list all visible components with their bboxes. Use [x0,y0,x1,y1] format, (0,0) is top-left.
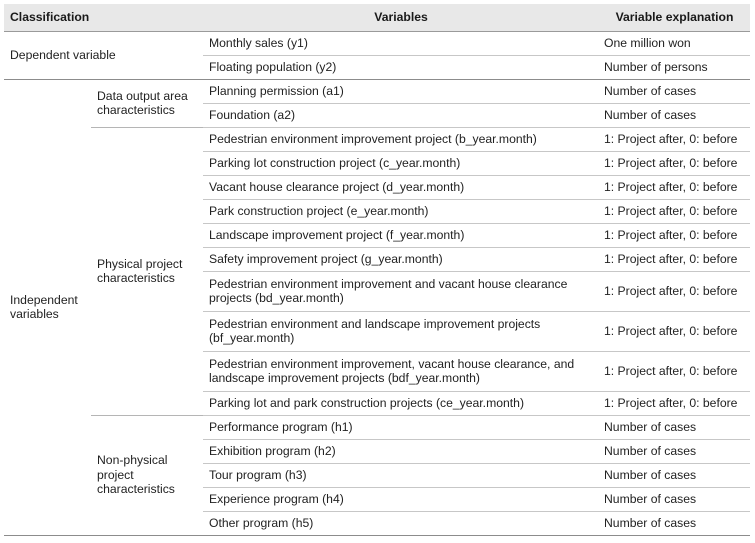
variable-name: Foundation (a2) [203,103,599,127]
variable-name: Safety improvement project (g_year.month) [203,247,599,271]
variable-name: Pedestrian environment and landscape improvement projects (bf_year.month) [203,311,599,351]
variable-explanation: 1: Project after, 0: before [599,247,750,271]
table-row [4,415,750,439]
group-label-physical-project: Physical project characteristics [91,127,203,415]
variable-name: Performance program (h1) [203,415,599,439]
variable-explanation: 1: Project after, 0: before [599,127,750,151]
variable-name: Parking lot construction project (c_year.month) [203,151,599,175]
variable-explanation: Number of cases [599,103,750,127]
variable-explanation: 1: Project after, 0: before [599,199,750,223]
variable-explanation: Number of cases [599,415,750,439]
variable-explanation: Number of cases [599,487,750,511]
variable-name: Planning permission (a1) [203,79,599,103]
variable-explanation: 1: Project after, 0: before [599,271,750,311]
independent-variables-label: Independent variables [4,79,91,535]
variable-name: Experience program (h4) [203,487,599,511]
group-label-non-physical-project: Non-physical project characteristics [91,415,203,535]
variable-name: Parking lot and park construction projects (ce_year.month) [203,391,599,415]
header-explanation: Variable explanation [599,4,750,31]
table-row [4,79,750,103]
variable-name: Pedestrian environment improvement, vacant house clearance, and landscape improvement projects (bdf_year.month) [203,351,599,391]
variable-name: Exhibition program (h2) [203,439,599,463]
variable-explanation: 1: Project after, 0: before [599,351,750,391]
table-row [4,31,750,55]
dependent-variable-label: Dependent variable [4,31,203,79]
variable-name: Landscape improvement project (f_year.month) [203,223,599,247]
variable-explanation: Number of cases [599,511,750,535]
variable-name: Floating population (y2) [203,55,599,79]
variable-explanation: 1: Project after, 0: before [599,175,750,199]
variable-name: Pedestrian environment improvement project (b_year.month) [203,127,599,151]
variable-explanation: Number of cases [599,463,750,487]
variable-explanation: 1: Project after, 0: before [599,311,750,351]
variables-table [4,4,750,536]
variable-explanation: 1: Project after, 0: before [599,223,750,247]
variable-explanation: 1: Project after, 0: before [599,151,750,175]
group-label-data-output-area: Data output area characteristics [91,79,203,127]
variable-explanation: One million won [599,31,750,55]
variable-name: Other program (h5) [203,511,599,535]
variable-name: Monthly sales (y1) [203,31,599,55]
variable-name: Vacant house clearance project (d_year.month) [203,175,599,199]
variable-name: Park construction project (e_year.month) [203,199,599,223]
variable-explanation: 1: Project after, 0: before [599,391,750,415]
variable-explanation: Number of cases [599,79,750,103]
variable-name: Tour program (h3) [203,463,599,487]
table-header-row [4,4,750,31]
variable-explanation: Number of persons [599,55,750,79]
variable-explanation: Number of cases [599,439,750,463]
table-row [4,127,750,151]
variable-name: Pedestrian environment improvement and vacant house clearance projects (bd_year.month) [203,271,599,311]
header-variables: Variables [203,4,599,31]
header-classification: Classification [4,4,203,31]
